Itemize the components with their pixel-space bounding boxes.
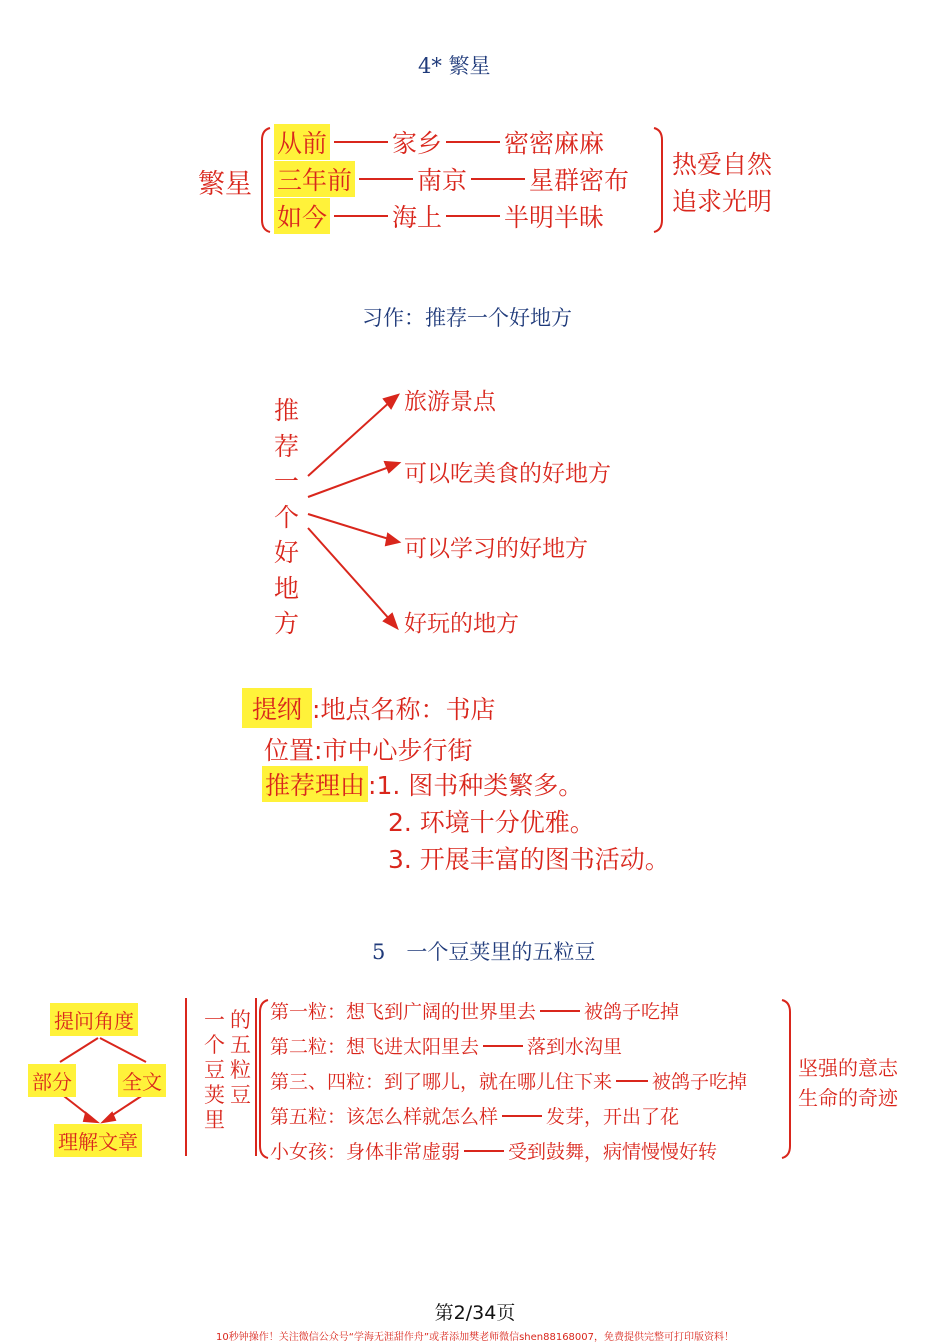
pea-row: [270, 1102, 679, 1129]
time-label: 从前: [274, 124, 330, 160]
pea-row-left: 第三、四粒：到了哪儿，就在哪儿住下来: [270, 1071, 613, 1093]
vertical-title-a: [204, 1008, 228, 1133]
section1-row: [274, 161, 629, 197]
vertical-char: 豆: [230, 1083, 251, 1107]
vertical-title-b: [230, 1008, 254, 1108]
dash: [616, 1080, 648, 1082]
reason-row: [262, 766, 583, 802]
pea-row-right: 受到鼓舞，病情慢慢好转: [508, 1141, 718, 1163]
pea-row: [270, 1067, 747, 1094]
vertical-char: 一: [274, 467, 300, 496]
pea-row-left: 第二粒：想飞进太阳里去: [270, 1036, 480, 1058]
vertical-char: 地: [274, 573, 300, 603]
footer-note: 10秒钟操作！关注微信公众号“学海无涯甜作舟”或者添加樊老师微信shen88168007，免费提供完整可打印版资料！: [215, 1332, 735, 1343]
pea-row: [270, 1137, 717, 1164]
angle-label: 提问角度: [50, 1003, 138, 1036]
desc-label: 星群密布: [529, 166, 630, 195]
dash: [471, 178, 525, 180]
place-label: 南京: [417, 166, 468, 195]
reason-item: 2. 环境十分优雅。: [388, 808, 595, 837]
dash: [334, 141, 388, 143]
outline-label: 提纲: [242, 688, 312, 728]
section1-title: 4* 繁星: [418, 54, 491, 78]
pea-row-left: 小女孩：身体非常虚弱: [270, 1141, 461, 1163]
section1-row: [274, 198, 604, 234]
vertical-char: 个: [274, 502, 300, 532]
vertical-char: 里: [204, 1108, 225, 1132]
place-label: 家乡: [392, 129, 443, 158]
pea-row-right: 发芽，开出了花: [546, 1106, 680, 1128]
dash: [464, 1150, 504, 1152]
section3-title: 5 一个豆荚里的五粒豆: [372, 940, 596, 964]
place-label: 海上: [392, 203, 443, 232]
branch-item: 好玩的地方: [404, 611, 519, 637]
page-number: 第2/34页: [434, 1302, 516, 1324]
summary-line: 热爱自然: [672, 150, 773, 179]
understand-label: 理解文章: [54, 1124, 142, 1157]
outline-row: [242, 688, 495, 728]
pea-row-right: 落到水沟里: [527, 1036, 623, 1058]
pea-row: [270, 997, 679, 1024]
vertical-char: 荚: [204, 1083, 225, 1107]
vertical-char: 一: [204, 1008, 225, 1032]
branch-item: 可以学习的好地方: [404, 536, 588, 562]
vertical-char: 个: [204, 1033, 225, 1057]
position-label: 位置: [264, 736, 315, 765]
reason-item: 3. 开展丰富的图书活动。: [388, 845, 670, 874]
dash: [483, 1045, 523, 1047]
part-label: 部分: [28, 1064, 76, 1097]
dash: [359, 178, 413, 180]
pea-row-right: 被鸽子吃掉: [652, 1071, 748, 1093]
desc-label: 密密麻麻: [504, 129, 605, 158]
dash: [446, 215, 500, 217]
summary-line: 生命的奇迹: [798, 1086, 898, 1110]
summary-line: 坚强的意志: [798, 1056, 898, 1080]
time-label: 三年前: [274, 161, 355, 197]
vertical-char: 方: [274, 609, 300, 638]
reason-label: 推荐理由: [262, 766, 368, 802]
pea-row-right: 被鸽子吃掉: [584, 1001, 680, 1023]
pea-row: [270, 1032, 622, 1059]
whole-label: 全文: [118, 1064, 166, 1097]
time-label: 如今: [274, 198, 330, 234]
pea-row-left: 第五粒：该怎么样就怎么样: [270, 1106, 499, 1128]
branch-item: 旅游景点: [404, 389, 496, 415]
dash: [334, 215, 388, 217]
reason-row: [388, 840, 670, 876]
reason-item: :1. 图书种类繁多。: [368, 771, 584, 800]
section1-row: [274, 124, 604, 160]
dash: [502, 1115, 542, 1117]
branch-item: 可以吃美食的好地方: [404, 461, 611, 487]
vertical-char: 好: [274, 538, 300, 567]
desc-label: 半明半昧: [504, 203, 605, 232]
dash: [446, 141, 500, 143]
position-row: [264, 731, 472, 767]
vertical-char: 荐: [274, 431, 300, 461]
section2-title: 习作：推荐一个好地方: [362, 306, 572, 330]
section1-root: 繁星: [198, 169, 252, 200]
pea-row-left: 第一粒：想飞到广阔的世界里去: [270, 1001, 537, 1023]
reason-row: [388, 803, 595, 839]
outline-value: :地点名称：书店: [312, 695, 496, 724]
vertical-char: 推: [274, 396, 300, 425]
vertical-char: 粒: [230, 1058, 251, 1082]
vertical-char: 豆: [204, 1058, 225, 1082]
summary-line: 追求光明: [672, 187, 773, 216]
vertical-title: [274, 393, 304, 642]
position-value: :市中心步行街: [314, 736, 473, 765]
dash: [540, 1010, 580, 1012]
vertical-char: 的: [230, 1008, 251, 1032]
vertical-char: 五: [230, 1033, 251, 1057]
